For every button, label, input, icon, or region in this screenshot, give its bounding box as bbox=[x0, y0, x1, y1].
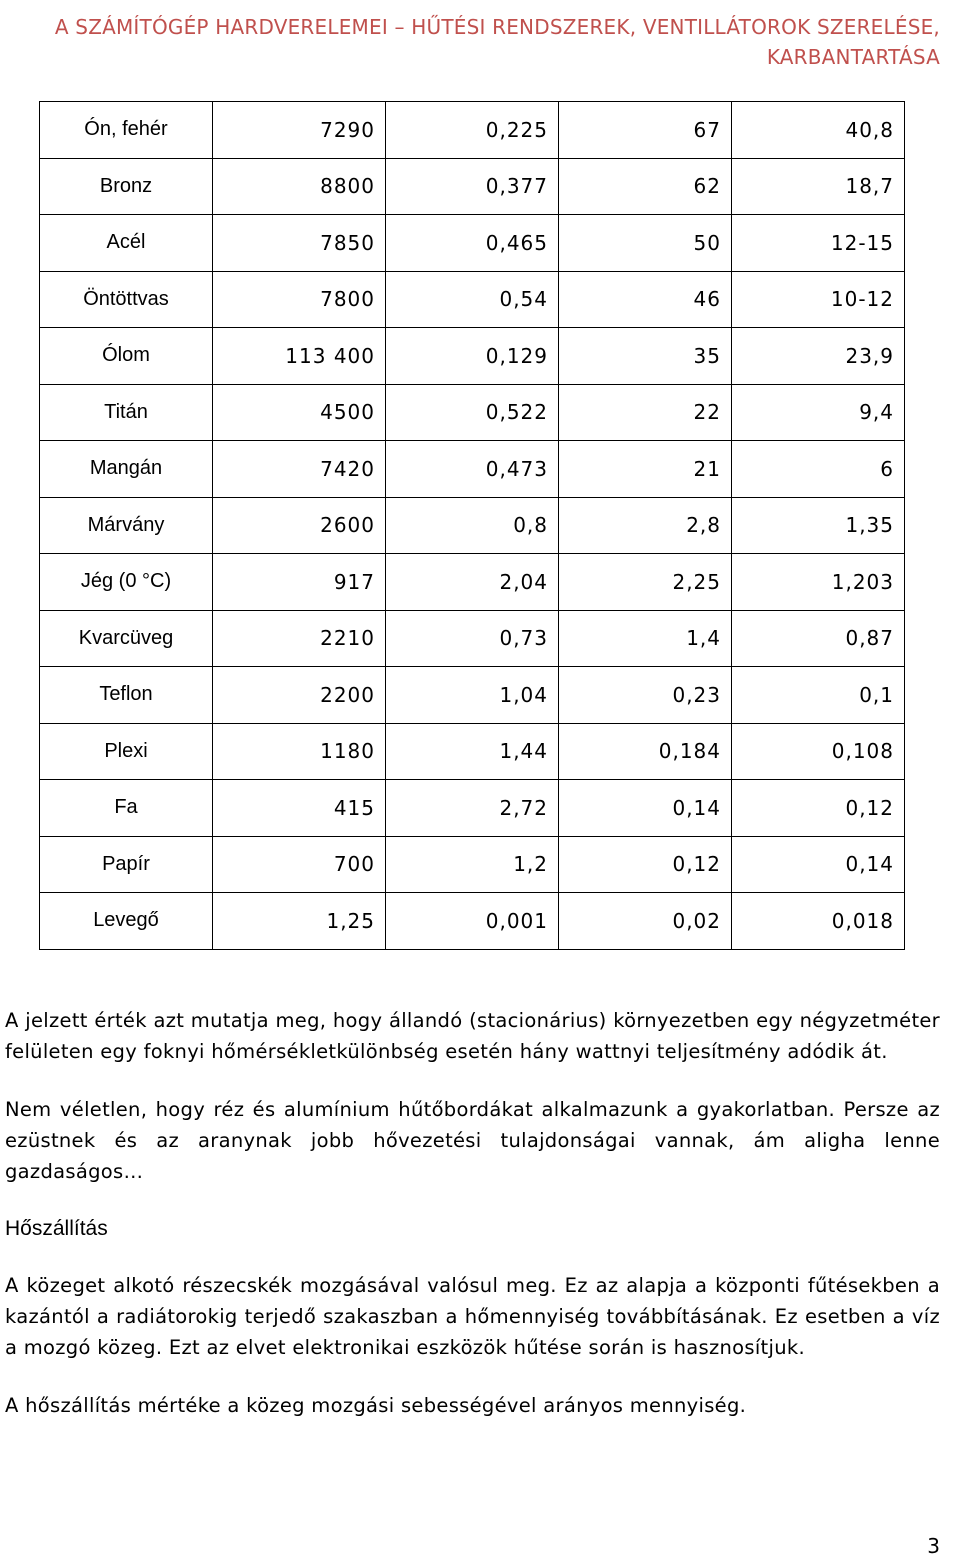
density-cell: 7420 bbox=[213, 441, 386, 498]
diffusivity-cell: 0,12 bbox=[732, 780, 905, 837]
diffusivity-cell: 0,87 bbox=[732, 610, 905, 667]
table-row bbox=[40, 215, 905, 272]
thermal-conductivity-cell: 2,8 bbox=[559, 497, 732, 554]
paragraph-heat-transport-rate: A hőszállítás mértéke a közeg mozgási sebességével arányos mennyiség. bbox=[5, 1394, 747, 1417]
table-row bbox=[40, 836, 905, 893]
table-row bbox=[40, 441, 905, 498]
table-row bbox=[40, 102, 905, 159]
paragraph-heatsinks: Nem véletlen, hogy réz és alumínium hűtőbordákat alkalmazunk a gyakorlatban. Persze az ezüstnek és az aranynak jobb hővezetési tulajdonságai vannak, ám aligha lenne gazdaságos… bbox=[5, 1098, 940, 1183]
material-name-cell: Fa bbox=[40, 780, 213, 837]
density-cell: 415 bbox=[213, 780, 386, 837]
thermal-conductivity-cell: 2,25 bbox=[559, 554, 732, 611]
thermal-conductivity-cell: 50 bbox=[559, 215, 732, 272]
specific-heat-cell: 0,465 bbox=[386, 215, 559, 272]
material-properties-table bbox=[39, 101, 905, 950]
table-row bbox=[40, 554, 905, 611]
density-cell: 1,25 bbox=[213, 893, 386, 950]
diffusivity-cell: 10-12 bbox=[732, 271, 905, 328]
density-cell: 700 bbox=[213, 836, 386, 893]
section-heading: Hőszállítás bbox=[5, 1217, 108, 1240]
density-cell: 2200 bbox=[213, 667, 386, 724]
diffusivity-cell: 40,8 bbox=[732, 102, 905, 159]
thermal-conductivity-cell: 0,184 bbox=[559, 723, 732, 780]
specific-heat-cell: 0,129 bbox=[386, 328, 559, 385]
density-cell: 7290 bbox=[213, 102, 386, 159]
table-row bbox=[40, 497, 905, 554]
thermal-conductivity-cell: 22 bbox=[559, 384, 732, 441]
thermal-conductivity-cell: 0,02 bbox=[559, 893, 732, 950]
material-name-cell: Ólom bbox=[40, 328, 213, 385]
header-line-2: KARBANTARTÁSA bbox=[766, 45, 940, 69]
thermal-conductivity-cell: 62 bbox=[559, 158, 732, 215]
table-row bbox=[40, 158, 905, 215]
diffusivity-cell: 18,7 bbox=[732, 158, 905, 215]
diffusivity-cell: 23,9 bbox=[732, 328, 905, 385]
diffusivity-cell: 0,1 bbox=[732, 667, 905, 724]
specific-heat-cell: 0,522 bbox=[386, 384, 559, 441]
thermal-conductivity-cell: 21 bbox=[559, 441, 732, 498]
specific-heat-cell: 0,377 bbox=[386, 158, 559, 215]
paragraph-explanation: A jelzett érték azt mutatja meg, hogy állandó (stacionárius) környezetben egy négyzetméter felületen egy foknyi hőmérsékletkülönbség esetén hány wattnyi teljesítmény adódik át. bbox=[5, 1009, 940, 1063]
diffusivity-cell: 9,4 bbox=[732, 384, 905, 441]
diffusivity-cell: 6 bbox=[732, 441, 905, 498]
thermal-conductivity-cell: 0,23 bbox=[559, 667, 732, 724]
table-row bbox=[40, 610, 905, 667]
thermal-conductivity-cell: 67 bbox=[559, 102, 732, 159]
specific-heat-cell: 0,73 bbox=[386, 610, 559, 667]
table-row bbox=[40, 723, 905, 780]
diffusivity-cell: 1,35 bbox=[732, 497, 905, 554]
page-number: 3 bbox=[927, 1534, 940, 1558]
thermal-conductivity-cell: 0,12 bbox=[559, 836, 732, 893]
material-name-cell: Mangán bbox=[40, 441, 213, 498]
material-name-cell: Bronz bbox=[40, 158, 213, 215]
material-name-cell: Acél bbox=[40, 215, 213, 272]
density-cell: 7800 bbox=[213, 271, 386, 328]
thermal-conductivity-cell: 1,4 bbox=[559, 610, 732, 667]
material-name-cell: Jég (0 °C) bbox=[40, 554, 213, 611]
specific-heat-cell: 1,44 bbox=[386, 723, 559, 780]
table-row bbox=[40, 780, 905, 837]
density-cell: 4500 bbox=[213, 384, 386, 441]
specific-heat-cell: 1,04 bbox=[386, 667, 559, 724]
page-header bbox=[40, 12, 940, 72]
specific-heat-cell: 2,72 bbox=[386, 780, 559, 837]
table-row bbox=[40, 667, 905, 724]
density-cell: 2600 bbox=[213, 497, 386, 554]
diffusivity-cell: 0,108 bbox=[732, 723, 905, 780]
density-cell: 917 bbox=[213, 554, 386, 611]
table-body bbox=[40, 102, 905, 950]
specific-heat-cell: 1,2 bbox=[386, 836, 559, 893]
table-row bbox=[40, 271, 905, 328]
diffusivity-cell: 12-15 bbox=[732, 215, 905, 272]
specific-heat-cell: 0,8 bbox=[386, 497, 559, 554]
specific-heat-cell: 0,225 bbox=[386, 102, 559, 159]
material-name-cell: Teflon bbox=[40, 667, 213, 724]
thermal-conductivity-cell: 46 bbox=[559, 271, 732, 328]
thermal-conductivity-cell: 0,14 bbox=[559, 780, 732, 837]
data-table bbox=[39, 101, 905, 950]
material-name-cell: Plexi bbox=[40, 723, 213, 780]
table-row bbox=[40, 328, 905, 385]
table-row bbox=[40, 893, 905, 950]
table-row bbox=[40, 384, 905, 441]
material-name-cell: Kvarcüveg bbox=[40, 610, 213, 667]
specific-heat-cell: 0,54 bbox=[386, 271, 559, 328]
diffusivity-cell: 0,14 bbox=[732, 836, 905, 893]
material-name-cell: Öntöttvas bbox=[40, 271, 213, 328]
density-cell: 7850 bbox=[213, 215, 386, 272]
paragraph-heat-transport: A közeget alkotó részecskék mozgásával valósul meg. Ez az alapja a központi fűtésekben a kazántól a radiátorokig terjedő szakaszban a hőmennyiség továbbításának. Ez esetben a víz a mozgó közeg. Ezt az elvet elektronikai eszközök hűtése során is hasznosítjuk. bbox=[5, 1274, 940, 1359]
specific-heat-cell: 2,04 bbox=[386, 554, 559, 611]
specific-heat-cell: 0,001 bbox=[386, 893, 559, 950]
material-name-cell: Titán bbox=[40, 384, 213, 441]
header-line-1: A SZÁMÍTÓGÉP HARDVERELEMEI – HŰTÉSI RENDSZEREK, VENTILLÁTOROK SZERELÉSE, bbox=[54, 15, 940, 39]
material-name-cell: Papír bbox=[40, 836, 213, 893]
density-cell: 2210 bbox=[213, 610, 386, 667]
density-cell: 8800 bbox=[213, 158, 386, 215]
diffusivity-cell: 0,018 bbox=[732, 893, 905, 950]
thermal-conductivity-cell: 35 bbox=[559, 328, 732, 385]
density-cell: 113 400 bbox=[213, 328, 386, 385]
material-name-cell: Ón, fehér bbox=[40, 102, 213, 159]
specific-heat-cell: 0,473 bbox=[386, 441, 559, 498]
material-name-cell: Márvány bbox=[40, 497, 213, 554]
density-cell: 1180 bbox=[213, 723, 386, 780]
diffusivity-cell: 1,203 bbox=[732, 554, 905, 611]
material-name-cell: Levegő bbox=[40, 893, 213, 950]
